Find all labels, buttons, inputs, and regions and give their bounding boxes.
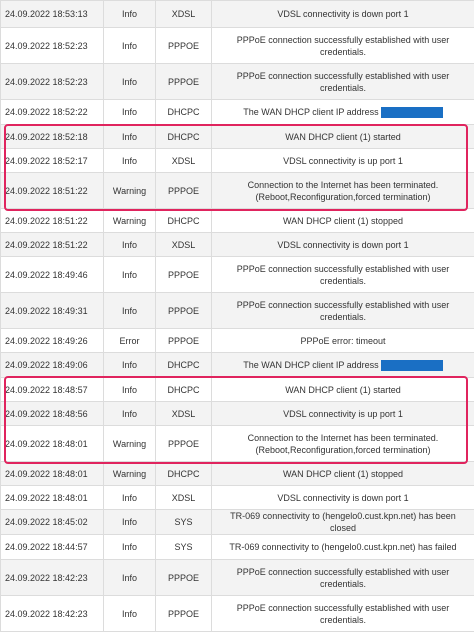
log-time-text: 24.09.2022 18:49:26 bbox=[5, 335, 88, 346]
log-source bbox=[156, 486, 212, 510]
log-level-text: Info bbox=[121, 9, 137, 19]
log-time bbox=[1, 596, 104, 632]
log-source bbox=[156, 125, 212, 149]
log-time bbox=[1, 100, 104, 125]
table-row bbox=[1, 1, 474, 28]
log-source-text: PPPOE bbox=[167, 269, 199, 280]
log-source bbox=[156, 293, 212, 329]
log-time-text: 24.09.2022 18:51:22 bbox=[5, 215, 88, 226]
log-message bbox=[212, 426, 474, 462]
log-message bbox=[212, 462, 474, 486]
log-source bbox=[156, 173, 212, 209]
log-source-text: XDSL bbox=[171, 9, 196, 19]
log-level-text: Info bbox=[121, 40, 137, 51]
log-source bbox=[156, 257, 212, 293]
log-source-text: PPPOE bbox=[167, 438, 199, 449]
log-message-text: The WAN DHCP client IP address bbox=[243, 106, 379, 117]
log-source-text: PPPOE bbox=[167, 40, 199, 51]
log-level bbox=[104, 257, 156, 293]
log-message bbox=[212, 486, 474, 510]
log-message-text: Connection to the Internet has been terminated. (Reboot,Reconfiguration,forced termination) bbox=[247, 432, 439, 455]
log-level bbox=[104, 100, 156, 125]
log-source-text: XDSL bbox=[171, 155, 196, 166]
table-row bbox=[1, 402, 474, 426]
table-row bbox=[1, 486, 474, 510]
log-message-text: The WAN DHCP client IP address bbox=[243, 359, 379, 370]
log-time bbox=[1, 64, 104, 100]
log-source bbox=[156, 353, 212, 378]
table-row bbox=[1, 596, 474, 632]
log-message-text: VDSL connectivity is down port 1 bbox=[277, 9, 409, 19]
log-time bbox=[1, 510, 104, 535]
log-message-text: WAN DHCP client (1) started bbox=[285, 131, 401, 142]
log-level-text: Error bbox=[119, 335, 140, 346]
log-source-text: DHCPC bbox=[167, 468, 200, 479]
log-source bbox=[156, 535, 212, 560]
log-level bbox=[104, 560, 156, 596]
log-level-text: Warning bbox=[112, 438, 147, 449]
log-level bbox=[104, 353, 156, 378]
log-source bbox=[156, 64, 212, 100]
log-time-text: 24.09.2022 18:44:57 bbox=[5, 542, 88, 552]
log-level-text: Info bbox=[121, 608, 137, 619]
log-time bbox=[1, 486, 104, 510]
log-message bbox=[212, 173, 474, 209]
log-source bbox=[156, 378, 212, 402]
log-time bbox=[1, 462, 104, 486]
table-row bbox=[1, 378, 474, 402]
log-level bbox=[104, 596, 156, 632]
log-level-text: Info bbox=[121, 384, 137, 395]
log-source-text: SYS bbox=[174, 517, 193, 527]
log-level bbox=[104, 173, 156, 209]
table-row bbox=[1, 535, 474, 560]
log-level bbox=[104, 462, 156, 486]
table-row bbox=[1, 510, 474, 535]
log-time-text: 24.09.2022 18:49:06 bbox=[5, 360, 88, 370]
log-message-text: VDSL connectivity is up port 1 bbox=[283, 408, 403, 419]
table-row bbox=[1, 28, 474, 64]
log-time-text: 24.09.2022 18:49:31 bbox=[5, 305, 88, 316]
log-source bbox=[156, 329, 212, 353]
log-source bbox=[156, 100, 212, 125]
log-source bbox=[156, 233, 212, 257]
log-level bbox=[104, 426, 156, 462]
log-source-text: PPPOE bbox=[167, 572, 199, 583]
table-row bbox=[1, 64, 474, 100]
table-row bbox=[1, 462, 474, 486]
log-message bbox=[212, 596, 474, 632]
log-message-text: WAN DHCP client (1) stopped bbox=[282, 468, 404, 479]
log-time-text: 24.09.2022 18:48:01 bbox=[5, 438, 88, 449]
log-message bbox=[212, 353, 474, 378]
log-level bbox=[104, 486, 156, 510]
log-level bbox=[104, 378, 156, 402]
log-time bbox=[1, 560, 104, 596]
log-level bbox=[104, 293, 156, 329]
table-row bbox=[1, 329, 474, 353]
log-message-text: VDSL connectivity is down port 1 bbox=[277, 492, 409, 503]
table-row bbox=[1, 149, 474, 173]
log-time bbox=[1, 1, 104, 28]
log-source bbox=[156, 510, 212, 535]
log-source-text: XDSL bbox=[171, 239, 196, 250]
table-row bbox=[1, 209, 474, 233]
log-level-text: Info bbox=[121, 408, 137, 419]
log-level bbox=[104, 125, 156, 149]
log-level-text: Info bbox=[121, 107, 137, 117]
log-time bbox=[1, 426, 104, 462]
log-message bbox=[212, 378, 474, 402]
log-time-text: 24.09.2022 18:48:01 bbox=[5, 468, 88, 479]
log-time bbox=[1, 402, 104, 426]
redacted-ip-block bbox=[381, 107, 443, 118]
log-source-text: PPPOE bbox=[167, 305, 199, 316]
table-row bbox=[1, 173, 474, 209]
log-message bbox=[212, 293, 474, 329]
log-source-text: PPPOE bbox=[167, 185, 199, 196]
table-row bbox=[1, 233, 474, 257]
log-level-text: Warning bbox=[112, 215, 147, 226]
log-level-text: Warning bbox=[112, 468, 147, 479]
log-source-text: PPPOE bbox=[167, 608, 199, 619]
redacted-ip-block bbox=[381, 360, 443, 371]
log-time bbox=[1, 535, 104, 560]
log-message bbox=[212, 535, 474, 560]
log-message-text: PPPoE connection successfully established with user credentials. bbox=[236, 299, 450, 322]
log-level-text: Info bbox=[121, 76, 137, 87]
log-source-text: DHCPC bbox=[167, 360, 200, 370]
log-time-text: 24.09.2022 18:52:23 bbox=[5, 40, 88, 51]
log-level-text: Info bbox=[121, 492, 137, 503]
table-row bbox=[1, 257, 474, 293]
log-source bbox=[156, 462, 212, 486]
log-level bbox=[104, 149, 156, 173]
log-level bbox=[104, 233, 156, 257]
log-message bbox=[212, 560, 474, 596]
log-level bbox=[104, 28, 156, 64]
table-row bbox=[1, 293, 474, 329]
log-message-text: PPPoE connection successfully established with user credentials. bbox=[236, 263, 450, 286]
log-time-text: 24.09.2022 18:51:22 bbox=[5, 239, 88, 250]
log-message bbox=[212, 510, 474, 535]
log-message bbox=[212, 329, 474, 353]
log-message-text: PPPoE connection successfully established with user credentials. bbox=[236, 602, 450, 625]
log-source-text: PPPOE bbox=[167, 335, 199, 346]
log-message-text: WAN DHCP client (1) started bbox=[285, 384, 401, 395]
log-message-text: PPPoE error: timeout bbox=[300, 335, 386, 346]
log-level-text: Warning bbox=[112, 185, 147, 196]
log-message bbox=[212, 125, 474, 149]
log-source-text: SYS bbox=[174, 542, 193, 552]
log-message-text: PPPoE connection successfully established with user credentials. bbox=[236, 70, 450, 93]
log-level-text: Info bbox=[121, 239, 137, 250]
log-time bbox=[1, 329, 104, 353]
log-time bbox=[1, 173, 104, 209]
log-time-text: 24.09.2022 18:53:13 bbox=[5, 9, 88, 19]
log-source bbox=[156, 426, 212, 462]
log-time-text: 24.09.2022 18:48:56 bbox=[5, 408, 88, 419]
table-row bbox=[1, 560, 474, 596]
log-message bbox=[212, 28, 474, 64]
log-time-text: 24.09.2022 18:51:22 bbox=[5, 185, 88, 196]
log-time bbox=[1, 233, 104, 257]
log-message-text: PPPoE connection successfully established with user credentials. bbox=[236, 34, 450, 57]
log-time-text: 24.09.2022 18:48:01 bbox=[5, 492, 88, 503]
log-time-text: 24.09.2022 18:52:17 bbox=[5, 155, 88, 166]
log-source bbox=[156, 28, 212, 64]
log-source bbox=[156, 1, 212, 28]
log-time-text: 24.09.2022 18:48:57 bbox=[5, 384, 88, 395]
log-message-text: TR-069 connectivity to (hengelo0.cust.kpn.net) has been closed bbox=[230, 511, 456, 533]
event-log-body bbox=[1, 1, 474, 632]
log-source bbox=[156, 209, 212, 233]
log-level-text: Info bbox=[121, 155, 137, 166]
log-message-text: PPPoE connection successfully established with user credentials. bbox=[236, 566, 450, 589]
log-level-text: Info bbox=[121, 305, 137, 316]
log-time-text: 24.09.2022 18:42:23 bbox=[5, 608, 88, 619]
log-time-text: 24.09.2022 18:52:18 bbox=[5, 131, 88, 142]
log-time-text: 24.09.2022 18:49:46 bbox=[5, 269, 88, 280]
log-time bbox=[1, 209, 104, 233]
log-level bbox=[104, 535, 156, 560]
log-source-text: DHCPC bbox=[167, 107, 200, 117]
log-source-text: PPPOE bbox=[167, 76, 199, 87]
log-level bbox=[104, 402, 156, 426]
log-time-text: 24.09.2022 18:42:23 bbox=[5, 572, 88, 583]
log-message-text: TR-069 connectivity to (hengelo0.cust.kpn.net) has failed bbox=[229, 542, 457, 552]
log-level bbox=[104, 329, 156, 353]
log-time-text: 24.09.2022 18:52:23 bbox=[5, 76, 88, 87]
log-time bbox=[1, 293, 104, 329]
log-message bbox=[212, 64, 474, 100]
log-message bbox=[212, 149, 474, 173]
log-level-text: Info bbox=[121, 542, 137, 552]
table-row bbox=[1, 100, 474, 125]
log-time bbox=[1, 28, 104, 64]
log-message-text: VDSL connectivity is up port 1 bbox=[283, 155, 403, 166]
log-level bbox=[104, 1, 156, 28]
log-message bbox=[212, 402, 474, 426]
log-time bbox=[1, 149, 104, 173]
log-message-text: VDSL connectivity is down port 1 bbox=[277, 239, 409, 250]
log-level-text: Info bbox=[121, 269, 137, 280]
log-source-text: XDSL bbox=[171, 492, 196, 503]
log-level-text: Info bbox=[121, 360, 137, 370]
log-level bbox=[104, 209, 156, 233]
log-source-text: DHCPC bbox=[167, 215, 200, 226]
log-level-text: Info bbox=[121, 517, 137, 527]
log-source bbox=[156, 560, 212, 596]
log-message bbox=[212, 257, 474, 293]
log-time bbox=[1, 257, 104, 293]
log-time bbox=[1, 378, 104, 402]
log-message bbox=[212, 100, 474, 125]
log-source bbox=[156, 596, 212, 632]
log-level bbox=[104, 510, 156, 535]
log-message bbox=[212, 233, 474, 257]
log-message-text: WAN DHCP client (1) stopped bbox=[282, 215, 404, 226]
log-message bbox=[212, 209, 474, 233]
table-row bbox=[1, 125, 474, 149]
log-source-text: DHCPC bbox=[167, 384, 200, 395]
log-message-text: Connection to the Internet has been terminated. (Reboot,Reconfiguration,forced termination) bbox=[247, 179, 439, 202]
log-level-text: Info bbox=[121, 131, 137, 142]
log-time bbox=[1, 125, 104, 149]
table-row bbox=[1, 426, 474, 462]
log-level bbox=[104, 64, 156, 100]
log-source-text: XDSL bbox=[171, 408, 196, 419]
log-source bbox=[156, 149, 212, 173]
table-row bbox=[1, 353, 474, 378]
log-message bbox=[212, 1, 474, 28]
log-source bbox=[156, 402, 212, 426]
log-time bbox=[1, 353, 104, 378]
log-level-text: Info bbox=[121, 572, 137, 583]
log-time-text: 24.09.2022 18:52:22 bbox=[5, 107, 88, 117]
log-time-text: 24.09.2022 18:45:02 bbox=[5, 517, 88, 527]
log-source-text: DHCPC bbox=[167, 131, 200, 142]
